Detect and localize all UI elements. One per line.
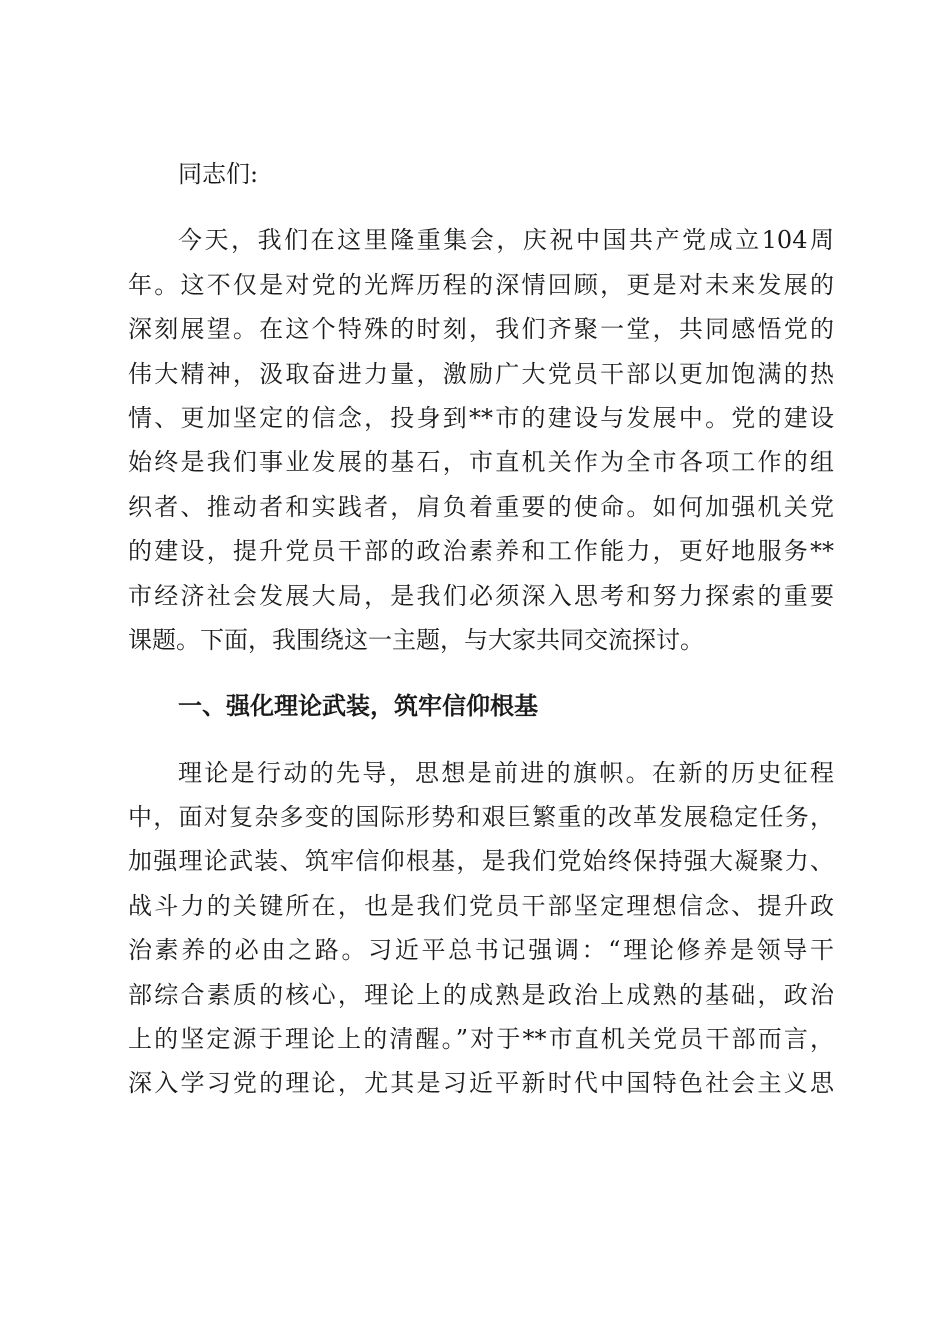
salutation: 同志们: xyxy=(178,160,259,188)
section-heading: 一、强化理论武装，筑牢信仰根基 xyxy=(178,691,538,721)
paragraph-line: 情、更加坚定的信念，投身到**市的建设与发展中。党的建设 xyxy=(128,403,834,432)
paragraph-line: 深刻展望。在这个特殊的时刻，我们齐聚一堂，共同感悟党的 xyxy=(128,315,834,344)
paragraph-2 xyxy=(128,751,834,1106)
paragraph-line: 课题。下面，我围绕这一主题，与大家共同交流探讨。 xyxy=(128,625,704,654)
paragraph-line: 战斗力的关键所在，也是我们党员干部坚定理想信念、提升政 xyxy=(128,891,834,920)
paragraph-line: 治素养的必由之路。习近平总书记强调：“理论修养是领导干 xyxy=(128,936,834,965)
paragraph-line: 今天，我们在这里隆重集会，庆祝中国共产党成立104周 xyxy=(178,226,834,255)
paragraph-line: 部综合素质的核心，理论上的成熟是政治上成熟的基础，政治 xyxy=(128,980,834,1009)
document-body xyxy=(128,152,834,1106)
paragraph-line: 上的坚定源于理论上的清醒。”对于**市直机关党员干部而言， xyxy=(128,1025,834,1054)
paragraph-line: 的建设，提升党员干部的政治素养和工作能力，更好地服务** xyxy=(128,537,834,566)
paragraph-line: 始终是我们事业发展的基石，市直机关作为全市各项工作的组 xyxy=(128,448,834,477)
paragraph-line: 年。这不仅是对党的光辉历程的深情回顾，更是对未来发展的 xyxy=(128,270,834,299)
paragraph-line: 中，面对复杂多变的国际形势和艰巨繁重的改革发展稳定任务， xyxy=(128,803,834,832)
paragraph-line: 加强理论武装、筑牢信仰根基，是我们党始终保持强大凝聚力、 xyxy=(128,847,834,876)
paragraph-line: 市经济社会发展大局，是我们必须深入思考和努力探索的重要 xyxy=(128,581,834,610)
paragraph-gap xyxy=(128,662,834,684)
paragraph-line: 织者、推动者和实践者，肩负着重要的使命。如何加强机关党 xyxy=(128,492,834,521)
paragraph-gap xyxy=(128,196,834,218)
paragraph-line: 理论是行动的先导，思想是前进的旗帜。在新的历史征程 xyxy=(178,758,834,787)
paragraph-line: 伟大精神，汲取奋进力量，激励广大党员干部以更加饱满的热 xyxy=(128,359,834,388)
paragraph-gap xyxy=(128,729,834,751)
paragraph-1 xyxy=(128,218,834,662)
paragraph-line: 深入学习党的理论，尤其是习近平新时代中国特色社会主义思 xyxy=(128,1069,834,1098)
